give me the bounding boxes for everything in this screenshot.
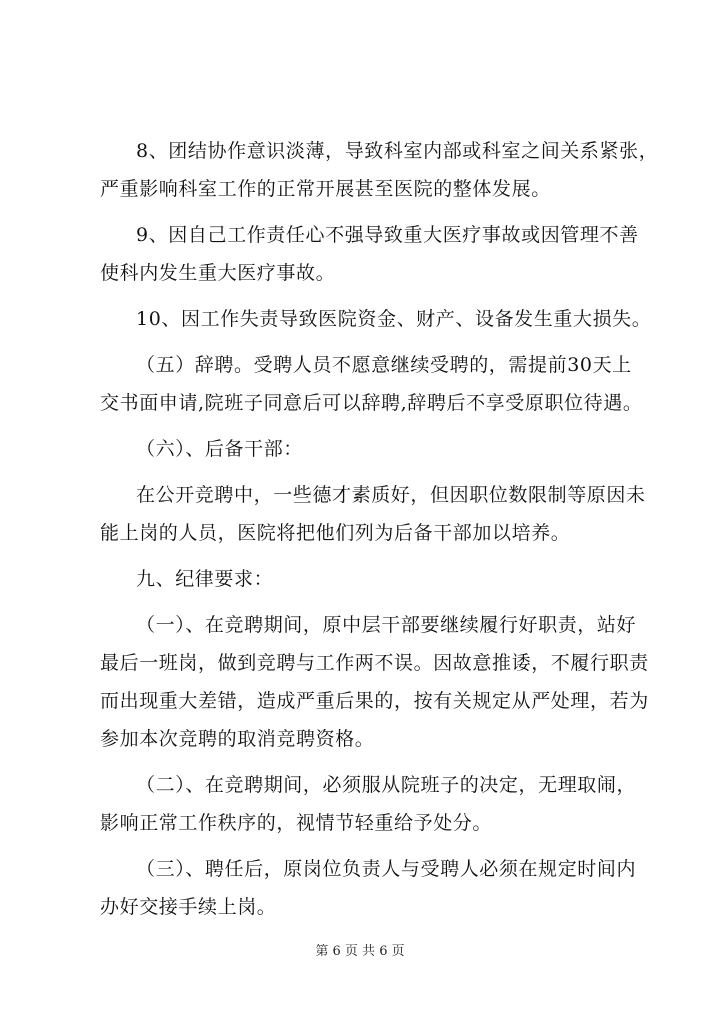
paragraph-line: 而出现重大差错，造成严重后果的，按有关规定从严处理，若为 [100, 690, 649, 712]
paragraph-discipline-2 [100, 766, 640, 842]
paragraph-line: 影响正常工作秩序的，视情节轻重给予处分。 [100, 812, 493, 834]
paragraph-line: 8、团结协作意识淡薄，导致科室内部或科室之间关系紧张， [136, 140, 659, 162]
paragraph-line: 9、因自己工作责任心不强导致重大医疗事故或因管理不善 [136, 224, 639, 246]
heading-line: 九、纪律要求： [136, 568, 274, 590]
paragraph-line: 在公开竞聘中，一些德才素质好，但因职位数限制等原因未 [136, 484, 646, 506]
paragraph-line: （五）辞聘。受聘人员不愿意继续受聘的，需提前30天上 [136, 354, 632, 376]
section-heading-reserve-cadres [100, 430, 640, 468]
paragraph-line: （一）、在竞聘期间，原中层干部要继续履行好职责，站好 [136, 614, 637, 636]
paragraph-line: 严重影响科室工作的正常开展甚至医院的整体发展。 [100, 178, 551, 200]
paragraph-line: 最后一班岗，做到竞聘与工作两不误。因故意推诿，不履行职责 [100, 652, 649, 674]
paragraph-line: （二）、在竞聘期间，必须服从院班子的决定，无理取闹， [136, 774, 637, 796]
paragraph-line: 使科内发生重大医疗事故。 [100, 262, 336, 284]
paragraph-reserve-cadres [100, 476, 646, 552]
paragraph-item-10 [100, 300, 652, 338]
paragraph-line: 办好交接手续上岗。 [100, 896, 277, 918]
section-heading-discipline [100, 560, 640, 598]
paragraph-line: 能上岗的人员，医院将把他们列为后备干部加以培养。 [100, 522, 571, 544]
paragraph-line: 交书面申请,院班子同意后可以辞聘,辞聘后不享受原职位待遇。 [100, 392, 643, 414]
paragraph-resignation [100, 346, 643, 422]
heading-line: （六）、后备干部： [136, 438, 303, 460]
paragraph-line: （三）、聘任后，原岗位负责人与受聘人必须在规定时间内 [136, 858, 637, 880]
paragraph-item-8 [100, 132, 659, 208]
paragraph-item-9 [100, 216, 640, 292]
paragraph-discipline-1 [100, 606, 649, 758]
document-body [100, 132, 659, 934]
paragraph-line: 参加本次竞聘的取消竞聘资格。 [100, 728, 375, 750]
paragraph-line: 10、因工作失责导致医院资金、财产、设备发生重大损失。 [136, 308, 652, 330]
page-number-label: 第 6 页 共 6 页 [315, 944, 405, 959]
page-footer [0, 940, 720, 959]
paragraph-discipline-3 [100, 850, 640, 926]
